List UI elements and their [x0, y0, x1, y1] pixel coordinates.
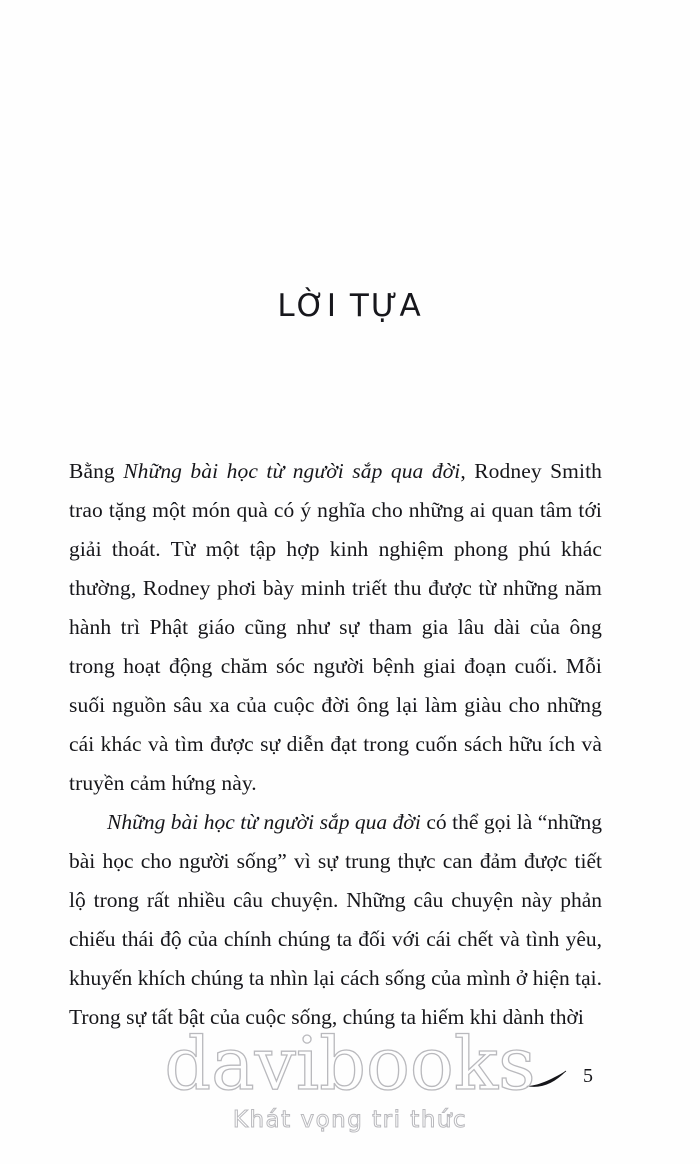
book-title-italic-2: Những bài học từ người sắp qua đời	[107, 810, 421, 834]
watermark-sub-text: Khát vọng tri thức	[232, 1107, 468, 1133]
page-number: 5	[583, 1065, 593, 1087]
paragraph-1-part-1: Bằng	[69, 459, 124, 483]
leaf-ornament-icon	[524, 1068, 568, 1090]
body-text	[69, 452, 602, 1037]
paragraph-2-part-2: có thể gọi là “những bài học cho người sống” vì sự trung thực can đảm được tiết lộ trong rất nhiều câu chuyện. Những câu chuyện này phản chiếu thái độ của chính chúng ta đối với cái chết và tình yêu, khuyến khích chúng ta nhìn lại cách sống của mình ở hiện tại. Trong sự tất bật của cuộc sống, chúng ta hiếm khi dành thời	[69, 810, 602, 1029]
book-title-italic-1: Những bài học từ người sắp qua đời	[123, 459, 461, 483]
paragraph-1	[69, 452, 602, 803]
watermark	[0, 1022, 700, 1133]
watermark-main-text: davibooks	[164, 1022, 536, 1107]
paragraph-1-part-2: , Rodney Smith trao tặng một món quà có ý nghĩa cho những ai quan tâm tới giải thoát. Từ một tập hợp kinh nghiệm phong phú khác thường, Rodney phơi bày minh triết thu được từ những năm hành trì Phật giáo cũng như sự tham gia lâu dài của ông trong hoạt động chăm sóc người bệnh giai đoạn cuối. Mỗi suối nguồn sâu xa của cuộc đời ông lại làm giàu cho những cái khác và tìm được sự diễn đạt trong cuốn sách hữu ích và truyền cảm hứng này.	[69, 459, 602, 795]
paragraph-2	[69, 803, 602, 1037]
chapter-title: LỜI TỰA	[277, 288, 423, 324]
